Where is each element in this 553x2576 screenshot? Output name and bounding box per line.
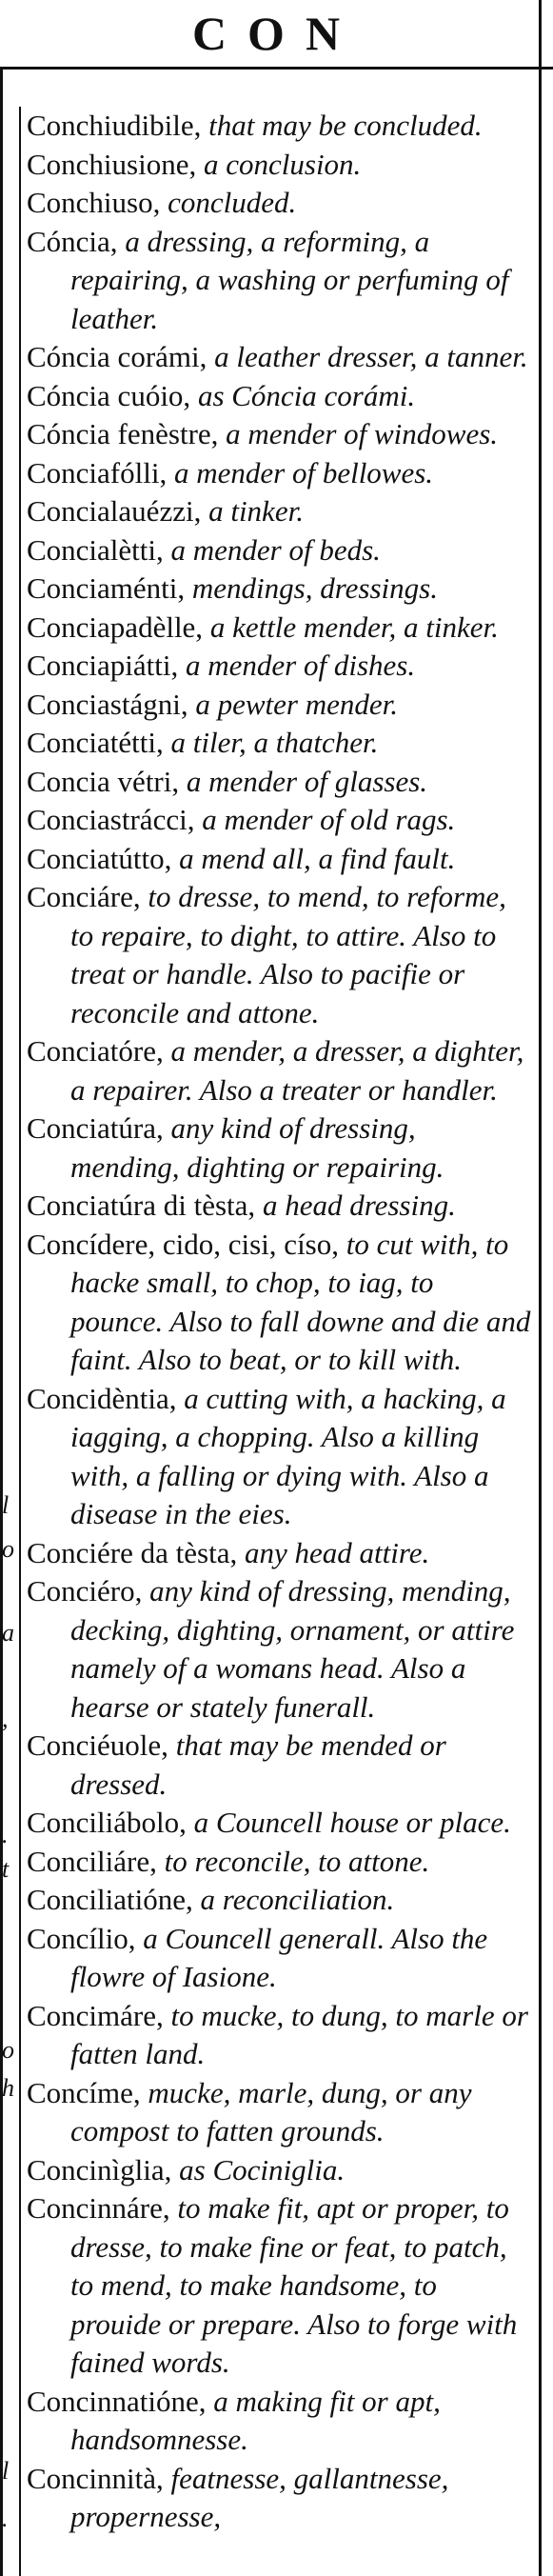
entry-definition: a mender of bellowes.	[173, 455, 434, 489]
entry-headword: Concimáre,	[27, 1998, 164, 2032]
entry-definition: a mender of glasses.	[186, 764, 428, 798]
dictionary-entry	[27, 1187, 531, 1226]
entry-headword: Conchiusione,	[27, 147, 197, 181]
entry-definition: to make fit, apt or proper, to dresse, to make fine or feat, to patch, to mend, to make handsome, to prouide or prepare. Also to forge with fained words.	[70, 2191, 518, 2379]
margin-fragment: l	[2, 2457, 10, 2485]
entry-definition: any kind of dressing, mending, dighting or repairing.	[70, 1111, 444, 1184]
entry-headword: Cóncia,	[27, 224, 118, 258]
entry-headword: Concinnatióne,	[27, 2384, 207, 2418]
dictionary-entry	[27, 492, 531, 531]
dictionary-entry	[27, 1997, 531, 2074]
dictionary-entry	[27, 609, 531, 648]
margin-fragment: h	[2, 2074, 14, 2102]
dictionary-entry	[27, 2151, 531, 2190]
entry-headword: Conciastágni,	[27, 687, 188, 721]
entry-definition: a mender of beds.	[170, 532, 381, 567]
entry-headword: Concialètti,	[27, 532, 164, 567]
dictionary-entry	[27, 1032, 531, 1109]
entry-definition: a dressing, a reforming, a repairing, a washing or perfuming of leather.	[70, 224, 509, 335]
dictionary-entry	[27, 2383, 531, 2460]
dictionary-entry	[27, 531, 531, 570]
page-left-rule	[0, 67, 3, 2576]
column-divider-rule	[19, 107, 21, 2576]
entry-headword: Conciéro,	[27, 1574, 143, 1608]
entry-definition: a making fit or apt, handsomnesse.	[70, 2384, 441, 2456]
dictionary-entry	[27, 686, 531, 725]
dictionary-entry	[27, 1727, 531, 1804]
entry-headword: Conciliatióne,	[27, 1883, 193, 1916]
entry-definition: to dresse, to mend, to reforme, to repaire, to dight, to attire. Also to treat or handle. Also to pacifie or reconcile and attone.	[70, 880, 506, 1029]
dictionary-entry	[27, 569, 531, 609]
dictionary-entry	[27, 338, 531, 377]
entry-definition: mucke, marle, dung, or any compost to fatten grounds.	[70, 2075, 472, 2147]
entry-headword: Conciatúra,	[27, 1111, 164, 1145]
dictionary-entry	[27, 763, 531, 802]
entry-definition: as Cociniglia.	[179, 2152, 346, 2187]
dictionary-entry	[27, 146, 531, 185]
entry-headword: Concinnáre,	[27, 2191, 170, 2225]
entry-headword: Cóncia corámi,	[27, 340, 207, 373]
entry-definition: to cut with, to hacke small, to chop, to iag, to pounce. Also to fall downe and die and faint. Also to beat, or to kill with.	[70, 1227, 531, 1376]
dictionary-column	[27, 107, 531, 2537]
entry-headword: Conciafólli,	[27, 455, 168, 489]
entry-headword: Conciliáre,	[27, 1844, 157, 1878]
dictionary-entry	[27, 1881, 531, 1920]
entry-definition: a tinker.	[208, 494, 304, 528]
entry-headword: Conciatóre,	[27, 1034, 164, 1068]
entry-definition: concluded.	[168, 186, 297, 219]
entry-definition: a mender of dishes.	[186, 649, 416, 682]
entry-headword: Concílio,	[27, 1921, 136, 1955]
entry-headword: Conciatútto,	[27, 841, 172, 875]
margin-fragment: .	[2, 2505, 9, 2532]
dictionary-entry	[27, 454, 531, 493]
dictionary-entry	[27, 1920, 531, 1997]
entry-definition: that may be mended or dressed.	[70, 1728, 446, 1801]
entry-definition: a cutting with, a hacking, a iagging, a chopping. Also a killing with, a falling or dying with. Also a disease in the eies.	[70, 1381, 506, 1530]
margin-fragment: .	[2, 1821, 9, 1848]
dictionary-entry	[27, 1572, 531, 1727]
dictionary-entry	[27, 2189, 531, 2383]
entry-definition: a Councell house or place.	[193, 1806, 511, 1839]
dictionary-entry	[27, 801, 531, 840]
entry-headword: Concidèntia,	[27, 1381, 177, 1415]
entry-headword: Conciatétti,	[27, 726, 164, 759]
entry-headword: Concia vétri,	[27, 764, 180, 798]
dictionary-entry	[27, 415, 531, 454]
dictionary-entry	[27, 724, 531, 763]
entry-headword: Conchiudibile,	[27, 109, 202, 142]
entry-headword: Conciáre,	[27, 880, 141, 913]
entry-definition: a mend all, a find fault.	[179, 841, 456, 875]
entry-definition: a leather dresser, a tanner.	[214, 340, 528, 373]
entry-headword: Concinnità,	[27, 2461, 164, 2495]
dictionary-entry	[27, 2074, 531, 2151]
entry-definition: a pewter mender.	[195, 687, 399, 721]
entry-definition: a conclusion.	[204, 147, 362, 181]
dictionary-entry	[27, 223, 531, 339]
entry-definition: a kettle mender, a tinker.	[209, 609, 499, 644]
entry-definition: a head dressing.	[262, 1188, 456, 1222]
entry-headword: Concinìglia,	[27, 2152, 172, 2187]
entry-definition: a Councell generall. Also the flowre of Iasione.	[70, 1921, 488, 1993]
entry-headword: Conchiuso,	[27, 186, 161, 219]
entry-definition: a tiler, a thatcher.	[170, 726, 379, 759]
entry-headword: Cóncia cuóio,	[27, 378, 191, 412]
entry-headword: Conciapadèlle,	[27, 609, 204, 644]
entry-definition: any head attire.	[244, 1535, 430, 1569]
entry-definition: any kind of dressing, mending, decking, dighting, ornament, or attire namely of a womans head. Also a hearse or stately funerall.	[70, 1574, 515, 1724]
dictionary-entry	[27, 377, 531, 416]
dictionary-entry	[27, 1380, 531, 1534]
dictionary-entry	[27, 107, 531, 146]
dictionary-entry	[27, 647, 531, 686]
dictionary-entry	[27, 1534, 531, 1573]
dictionary-entry	[27, 1843, 531, 1882]
entry-headword: Conciapiátti,	[27, 649, 179, 682]
entry-definition: as Cóncia corámi.	[197, 378, 416, 412]
entry-headword: Conciéuole,	[27, 1728, 168, 1762]
page-title: CON	[191, 7, 362, 60]
entry-definition: mendings, dressings.	[191, 571, 438, 605]
entry-headword: Conciatúra di tèsta,	[27, 1188, 256, 1222]
entry-definition: a mender of windowes.	[226, 417, 499, 450]
entry-headword: Concídere, cido, cisi, císo,	[27, 1227, 339, 1261]
entry-headword: Concíme,	[27, 2075, 141, 2109]
dictionary-entry	[27, 840, 531, 879]
entry-definition: a mender, a dresser, a dighter, a repairer. Also a treater or handler.	[70, 1034, 524, 1107]
right-column-rule	[539, 0, 542, 2576]
dictionary-entry	[27, 878, 531, 1032]
entry-headword: Conciaménti,	[27, 571, 186, 605]
margin-fragment: ,	[2, 1705, 9, 1732]
entry-headword: Conciastrácci,	[27, 803, 195, 836]
margin-fragment: l	[2, 1491, 10, 1519]
entry-headword: Cóncia fenèstre,	[27, 417, 219, 450]
margin-fragment: t	[2, 1855, 10, 1883]
entry-headword: Conciére da tèsta,	[27, 1535, 238, 1569]
entry-headword: Concialauézzi,	[27, 494, 202, 528]
entry-definition: to reconcile, to attone.	[164, 1844, 430, 1878]
dictionary-entry	[27, 1226, 531, 1380]
dictionary-entry	[27, 184, 531, 223]
entry-definition: that may be concluded.	[208, 109, 483, 142]
entry-definition: a mender of old rags.	[202, 803, 456, 836]
entry-definition: to mucke, to dung, to marle or fatten land.	[70, 1998, 528, 2070]
margin-fragment: a	[2, 1619, 14, 1647]
margin-fragment: o	[2, 2036, 14, 2064]
dictionary-entry	[27, 2460, 531, 2537]
dictionary-entry	[27, 1804, 531, 1843]
entry-headword: Conciliábolo,	[27, 1806, 187, 1839]
margin-fragment: o	[2, 1535, 14, 1563]
entry-definition: featnesse, gallantnesse, propernesse,	[70, 2461, 449, 2533]
page-header	[0, 0, 553, 70]
entry-definition: a reconciliation.	[200, 1883, 395, 1916]
dictionary-entry	[27, 1109, 531, 1187]
